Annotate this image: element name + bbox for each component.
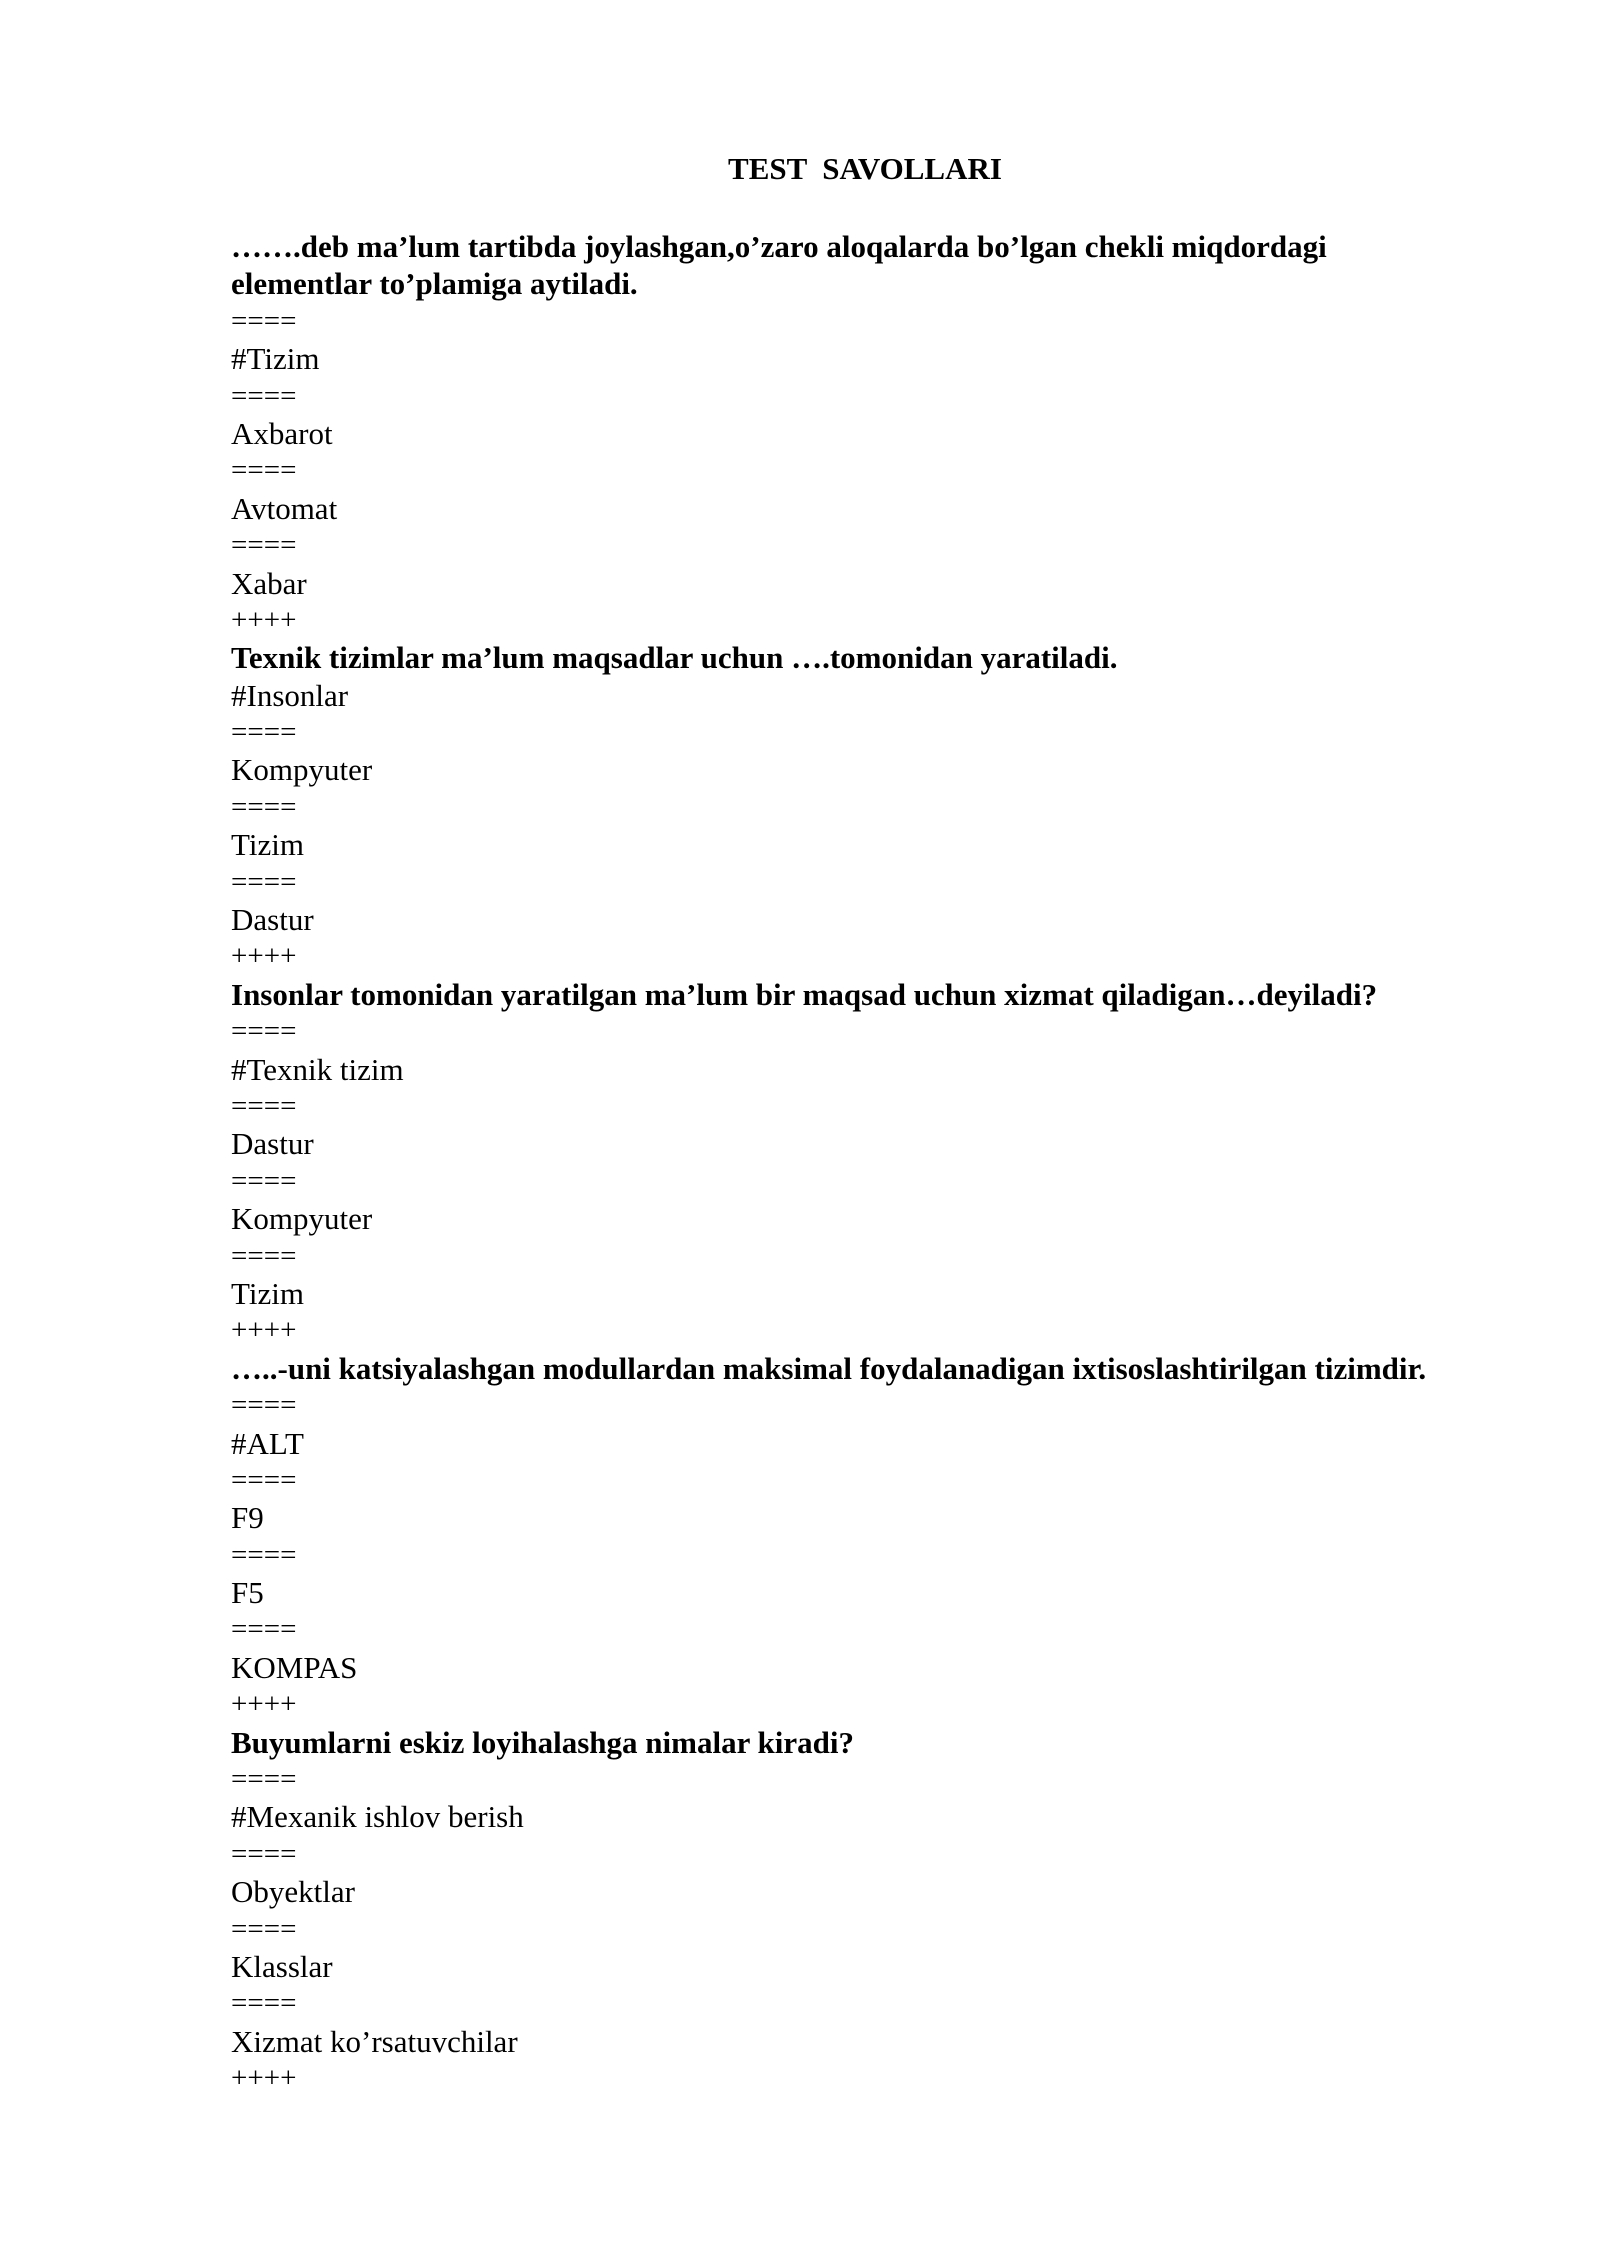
answer-option: #ALT	[231, 1425, 304, 1461]
separator-line: ====	[231, 865, 297, 898]
separator-line: ====	[231, 454, 297, 487]
page-title: TEST SAVOLLARI	[728, 151, 1002, 186]
separator-line: ++++	[231, 1688, 297, 1721]
answer-option: F9	[231, 1500, 264, 1536]
answer-option: Dastur	[231, 1126, 314, 1162]
answer-option: Kompyuter	[231, 1201, 373, 1237]
separator-line: ====	[231, 1613, 297, 1646]
separator-line: ====	[231, 1987, 297, 2020]
separator-line: ====	[231, 1239, 297, 1272]
separator-line: ====	[231, 716, 297, 749]
answer-option: #Tizim	[231, 341, 320, 377]
separator-line: ====	[231, 379, 297, 412]
answer-option: #Mexanik ishlov berish	[231, 1799, 524, 1835]
answer-option: Axbarot	[231, 415, 333, 451]
separator-line: ====	[231, 1538, 297, 1571]
test-content	[231, 228, 1531, 2098]
separator-line: ++++	[231, 1314, 297, 1347]
answer-option: Obyektlar	[231, 1874, 355, 1910]
separator-line: ====	[231, 1837, 297, 1870]
question-line: …….deb ma’lum tartibda joylashgan,o’zaro aloqalarda bo’lgan chekli miqdordagi	[231, 229, 1327, 264]
answer-option: Klasslar	[231, 1948, 333, 1984]
separator-line: ====	[231, 304, 297, 337]
separator-line: ====	[231, 529, 297, 562]
answer-option: #Texnik tizim	[231, 1051, 404, 1087]
answer-option: F5	[231, 1575, 264, 1611]
answer-option: Dastur	[231, 902, 314, 938]
answer-option: Tizim	[231, 1275, 304, 1311]
answer-option: Xabar	[231, 565, 307, 601]
question-line: Texnik tizimlar ma’lum maqsadlar uchun ….tomonidan yaratiladi.	[231, 640, 1118, 676]
separator-line: ++++	[231, 940, 297, 973]
separator-line: ====	[231, 1463, 297, 1496]
answer-option: Avtomat	[231, 490, 338, 526]
answer-option: Tizim	[231, 827, 304, 863]
separator-line: ====	[231, 790, 297, 823]
question-line: …..-uni katsiyalashgan modullardan maksimal foydalanadigan ixtisoslashtirilgan tizimdir.	[231, 1350, 1427, 1386]
question-line: Buyumlarni eskiz loyihalashga nimalar kiradi?	[231, 1724, 854, 1760]
separator-line: ====	[231, 1164, 297, 1197]
separator-line: ++++	[231, 2062, 297, 2095]
separator-line: ====	[231, 1389, 297, 1422]
question-line: elementlar to’plamiga aytiladi.	[231, 266, 638, 302]
answer-option: KOMPAS	[231, 1649, 358, 1685]
answer-option: Xizmat ko’rsatuvchilar	[231, 2023, 518, 2059]
separator-line: ====	[231, 1015, 297, 1048]
answer-option: #Insonlar	[231, 677, 349, 713]
separator-line: ++++	[231, 603, 297, 636]
answer-option: Kompyuter	[231, 752, 373, 788]
separator-line: ====	[231, 1912, 297, 1945]
question-line: Insonlar tomonidan yaratilgan ma’lum bir maqsad uchun xizmat qiladigan…deyiladi?	[231, 976, 1378, 1012]
separator-line: ====	[231, 1089, 297, 1122]
separator-line: ====	[231, 1763, 297, 1796]
